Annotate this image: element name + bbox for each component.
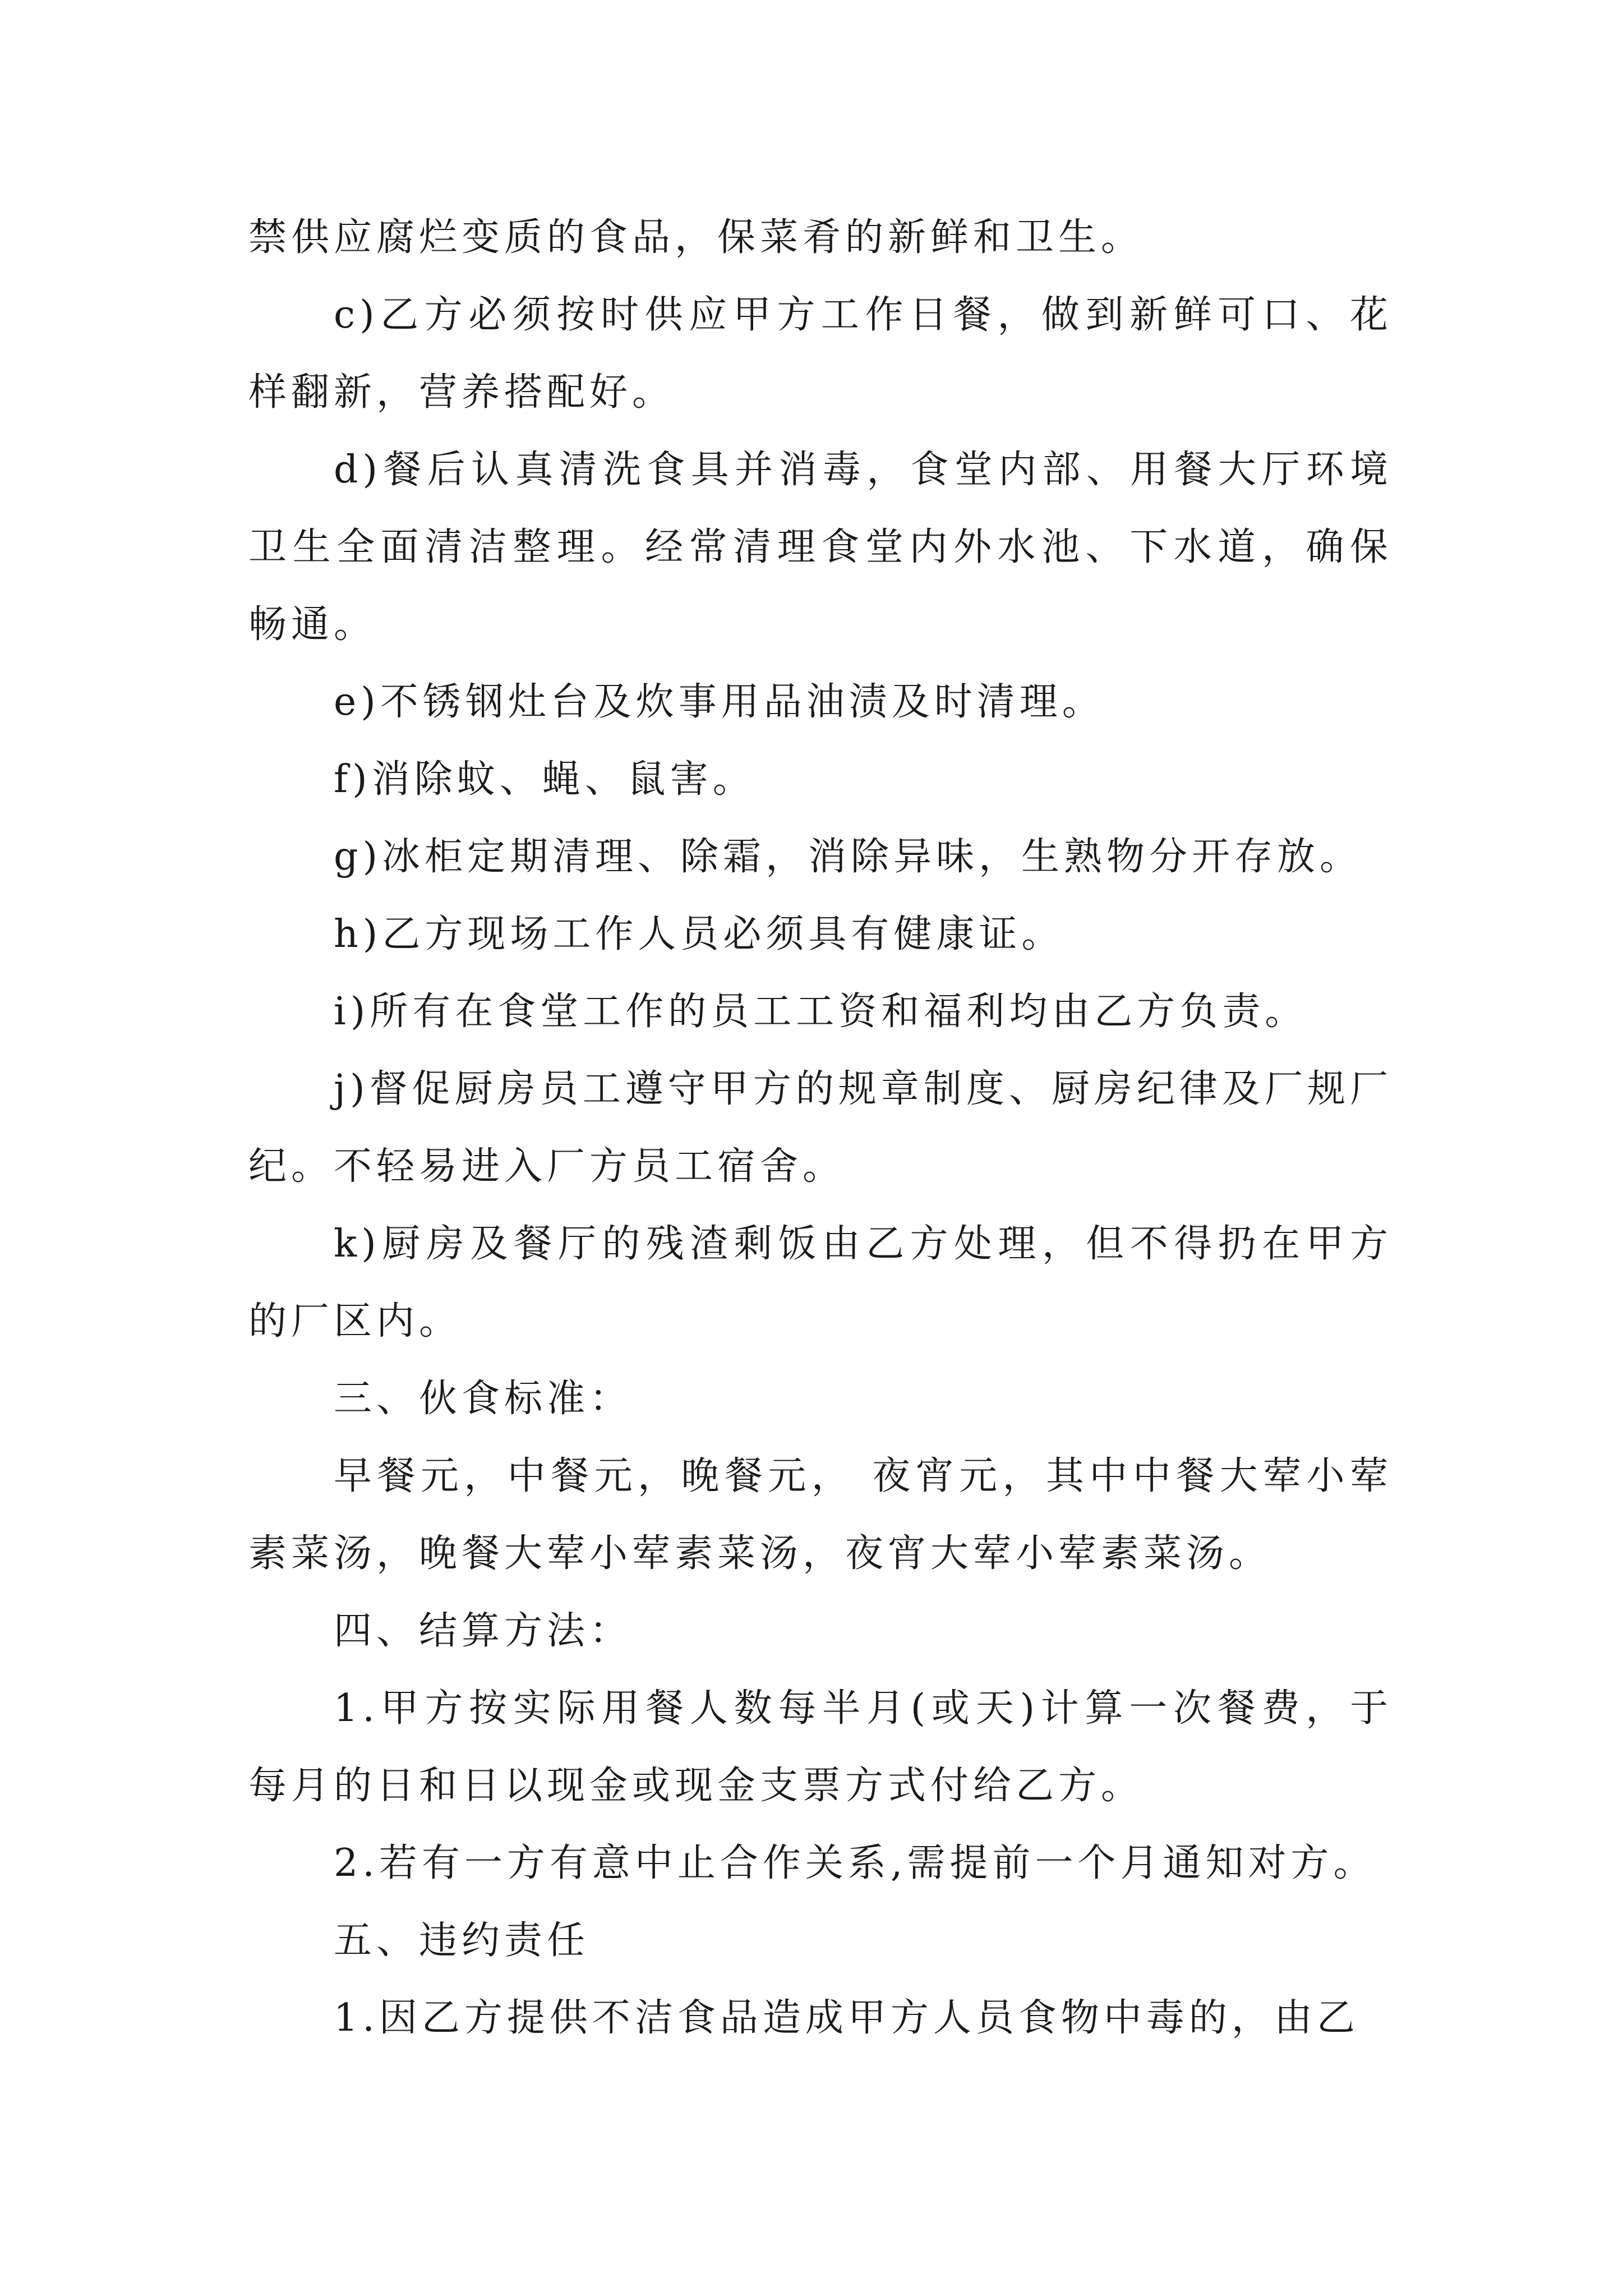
document-body	[248, 199, 1393, 2057]
paragraph-item-h: h)乙方现场工作人员必须具有健康证。	[334, 912, 1064, 956]
paragraph-settlement-1: 1.甲方按实际用餐人数每半月(或天)计算一次餐费，于每月的日和日以现金或现金支票方式付给乙方。	[248, 1686, 1393, 1808]
section-heading-meal-standard: 三、伙食标准：	[334, 1377, 633, 1421]
paragraph-item-g: g)冰柜定期清理、除霜，消除异味，生熟物分开存放。	[334, 835, 1363, 879]
paragraph-item-d: d)餐后认真清洗食具并消毒，食堂内部、用餐大厅环境卫生全面清洁整理。经常清理食堂内外水池、下水道，确保畅通。	[248, 448, 1393, 647]
paragraph-item-f: f)消除蚊、蝇、鼠害。	[334, 757, 755, 802]
paragraph-continuation: 禁供应腐烂变质的食品，保菜肴的新鲜和卫生。	[248, 215, 1144, 260]
section-heading-settlement: 四、结算方法：	[334, 1609, 633, 1653]
paragraph-item-j: j)督促厨房员工遵守甲方的规章制度、厨房纪律及厂规厂纪。不轻易进入厂方员工宿舍。	[248, 1067, 1393, 1189]
paragraph-item-e: e)不锈钢灶台及炊事用品油渍及时清理。	[334, 680, 1105, 724]
section-heading-liability: 五、违约责任	[334, 1918, 590, 1963]
paragraph-liability-1: 1.因乙方提供不洁食品造成甲方人员食物中毒的，由乙	[334, 1996, 1359, 2040]
paragraph-item-k: k)厨房及餐厅的残渣剩饭由乙方处理，但不得扔在甲方的厂区内。	[248, 1222, 1393, 1343]
paragraph-meal-prices: 早餐元，中餐元，晚餐元， 夜宵元，其中中餐大荤小荤素菜汤，晚餐大荤小荤素菜汤，夜宵大荤小荤素菜汤。	[248, 1454, 1393, 1576]
paragraph-item-i: i)所有在食堂工作的员工工资和福利均由乙方负责。	[334, 990, 1308, 1034]
paragraph-item-c: c)乙方必须按时供应甲方工作日餐，做到新鲜可口、花样翻新，营养搭配好。	[248, 293, 1393, 415]
paragraph-settlement-2: 2.若有一方有意中止合作关系,需提前一个月通知对方。	[334, 1841, 1376, 1885]
